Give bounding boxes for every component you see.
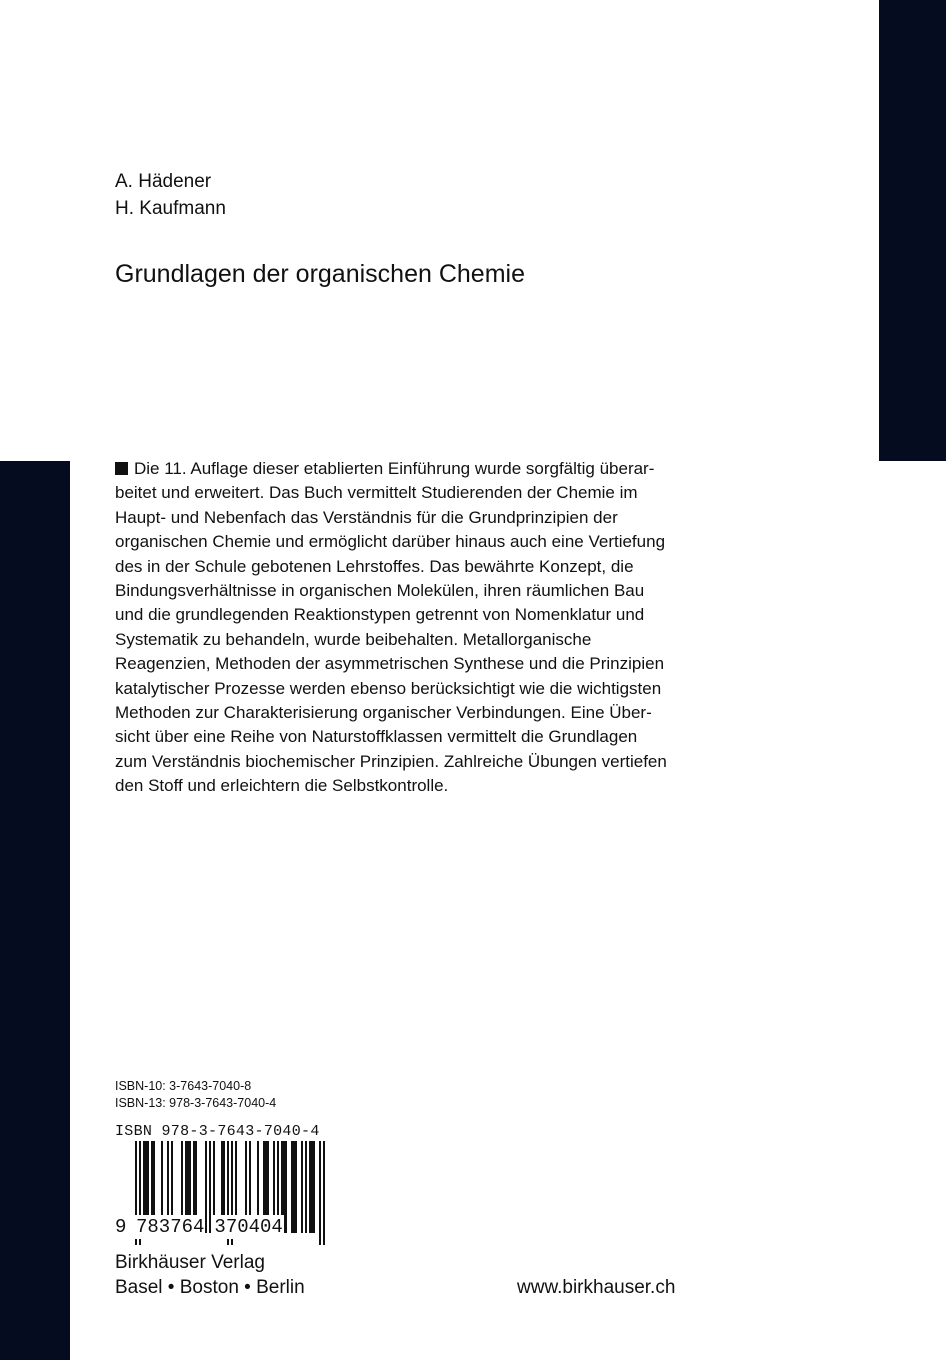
description-line: Reagenzien, Methoden der asymmetrischen Synthese und die Prinzipien	[115, 654, 665, 674]
author-list	[115, 168, 226, 222]
description-line: des in der Schule gebotenen Lehrstoffes. Das bewährte Konzept, die	[115, 556, 634, 576]
description-line: Methoden zur Charakterisierung organischer Verbindungen. Eine Über-	[115, 703, 652, 723]
publisher-name: Birkhäuser Verlag	[115, 1252, 265, 1273]
author-name: A. Hädener	[115, 171, 212, 192]
barcode-number	[115, 1215, 284, 1239]
cover-accent-bar-right	[879, 0, 946, 461]
description-line: und die grundlegenden Reaktionstypen getrennt von Nomenklatur und	[115, 605, 645, 625]
description-line: Haupt- und Nebenfach das Verständnis für die Grundprinzipien der	[115, 507, 618, 527]
cover-accent-bar-left	[0, 461, 70, 1360]
barcode-bar	[305, 1141, 307, 1233]
isbn-block	[115, 1078, 276, 1112]
barcode-digit-lead: 9	[115, 1216, 127, 1238]
publisher-website: www.birkhauser.ch	[517, 1277, 676, 1298]
description-line: zum Verständnis biochemischer Prinzipien. Zahlreiche Übungen vertiefen	[115, 751, 667, 771]
barcode-caption: ISBN 978-3-7643-7040-4	[115, 1123, 320, 1140]
description-line: organischen Chemie und ermöglicht darüber hinaus auch eine Vertiefung	[115, 532, 666, 552]
barcode-bar	[311, 1141, 313, 1233]
book-description	[115, 457, 695, 799]
barcode-digit-group: 783764	[136, 1216, 205, 1238]
barcode-bar	[323, 1141, 325, 1245]
barcode-bar	[309, 1141, 311, 1233]
author-name: H. Kaufmann	[115, 198, 226, 219]
barcode-bar	[291, 1141, 293, 1233]
isbn-13: ISBN-13: 978-3-7643-7040-4	[115, 1096, 277, 1110]
barcode-digit-group: 370404	[214, 1216, 283, 1238]
description-line: beitet und erweitert. Das Buch vermittelt Studierenden der Chemie im	[115, 483, 638, 503]
barcode-bar	[301, 1141, 303, 1233]
isbn-10: ISBN-10: 3-7643-7040-8	[115, 1079, 252, 1093]
description-line: Die 11. Auflage dieser etablierten Einführung wurde sorgfältig überar-	[115, 457, 695, 481]
barcode-bar	[293, 1141, 295, 1233]
square-bullet-icon	[115, 462, 128, 475]
description-line: katalytischer Prozesse werden ebenso berücksichtigt wie die wichtigsten	[115, 678, 662, 698]
publisher-block	[115, 1250, 305, 1300]
description-line: Systematik zu behandeln, wurde beibehalten. Metallorganische	[115, 629, 592, 649]
description-line: sicht über eine Reihe von Naturstoffklassen vermittelt die Grundlagen	[115, 727, 638, 747]
barcode-bar	[319, 1141, 321, 1245]
barcode-bar	[285, 1141, 287, 1233]
book-title: Grundlagen der organischen Chemie	[115, 260, 525, 288]
barcode-bar	[313, 1141, 315, 1233]
publisher-cities: Basel • Boston • Berlin	[115, 1277, 305, 1298]
description-line: Bindungsverhältnisse in organischen Molekülen, ihren räumlichen Bau	[115, 581, 645, 601]
description-line: den Stoff und erleichtern die Selbstkontrolle.	[115, 776, 449, 796]
barcode-bar	[295, 1141, 297, 1233]
